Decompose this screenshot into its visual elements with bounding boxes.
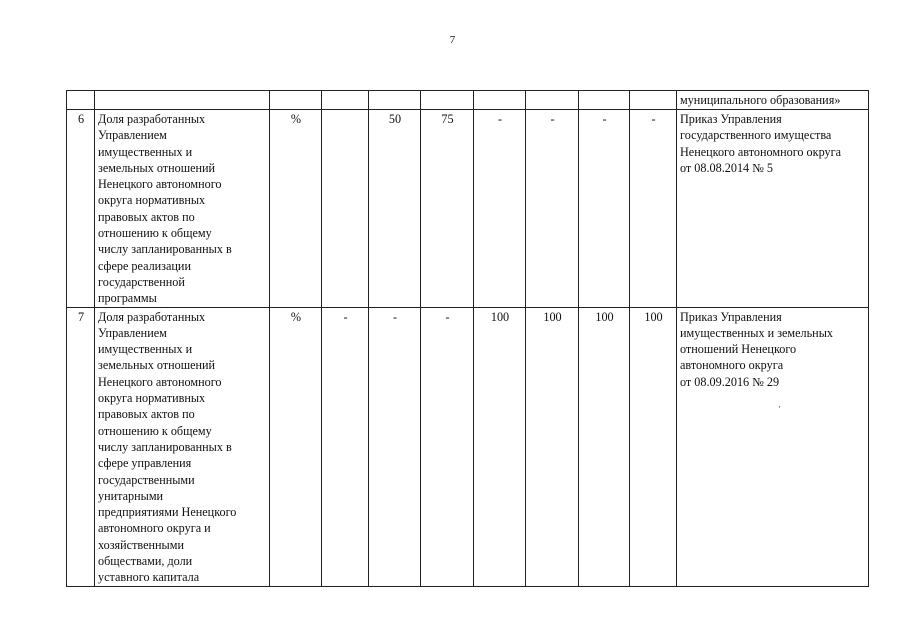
row-number: 6 <box>67 110 95 308</box>
value-cell: - <box>630 110 677 308</box>
scan-speck: · <box>778 402 781 412</box>
value-cell: - <box>526 110 579 308</box>
table-row <box>67 110 869 308</box>
cell-value <box>474 91 526 110</box>
source-document: Приказ Управления имущественных и земельных отношений Ненецкого автономного округа от 08.09.2016 № 29 <box>677 307 869 586</box>
value-cell: - <box>421 307 474 586</box>
indicator-name: Доля разработанных Управлением имущественных и земельных отношений Ненецкого автономного округа нормативных правовых актов по отношению к общему числу запланированных в сфере реализации государственной программы <box>95 110 270 308</box>
cell-value <box>526 91 579 110</box>
cell-value <box>579 91 630 110</box>
table-row <box>67 307 869 586</box>
value-cell: - <box>369 307 421 586</box>
source-document: Приказ Управления государственного имущества Ненецкого автономного округа от 08.08.2014 № 5 <box>677 110 869 308</box>
value-cell <box>322 110 369 308</box>
value-cell: 75 <box>421 110 474 308</box>
cell-name <box>95 91 270 110</box>
indicators-table <box>66 90 869 587</box>
page-number: 7 <box>449 34 456 46</box>
unit-cell: % <box>270 307 322 586</box>
cell-value <box>630 91 677 110</box>
value-cell: 100 <box>474 307 526 586</box>
cell-unit <box>270 91 322 110</box>
value-cell: - <box>579 110 630 308</box>
value-cell: 50 <box>369 110 421 308</box>
cell-value <box>369 91 421 110</box>
value-cell: 100 <box>526 307 579 586</box>
row-number: 7 <box>67 307 95 586</box>
table-row-continuation <box>67 91 869 110</box>
cell-value <box>421 91 474 110</box>
value-cell: 100 <box>630 307 677 586</box>
value-cell: - <box>322 307 369 586</box>
indicator-name: Доля разработанных Управлением имущественных и земельных отношений Ненецкого автономного округа нормативных правовых актов по отношению к общему числу запланированных в сфере управления государственными унитарными предприятиями Ненецкого автономного округа и хозяйственными обществами, доли уставного капитала <box>95 307 270 586</box>
cell-value <box>322 91 369 110</box>
unit-cell: % <box>270 110 322 308</box>
value-cell: - <box>474 110 526 308</box>
value-cell: 100 <box>579 307 630 586</box>
cell-ref: муниципального образования» <box>677 91 869 110</box>
cell-num <box>67 91 95 110</box>
